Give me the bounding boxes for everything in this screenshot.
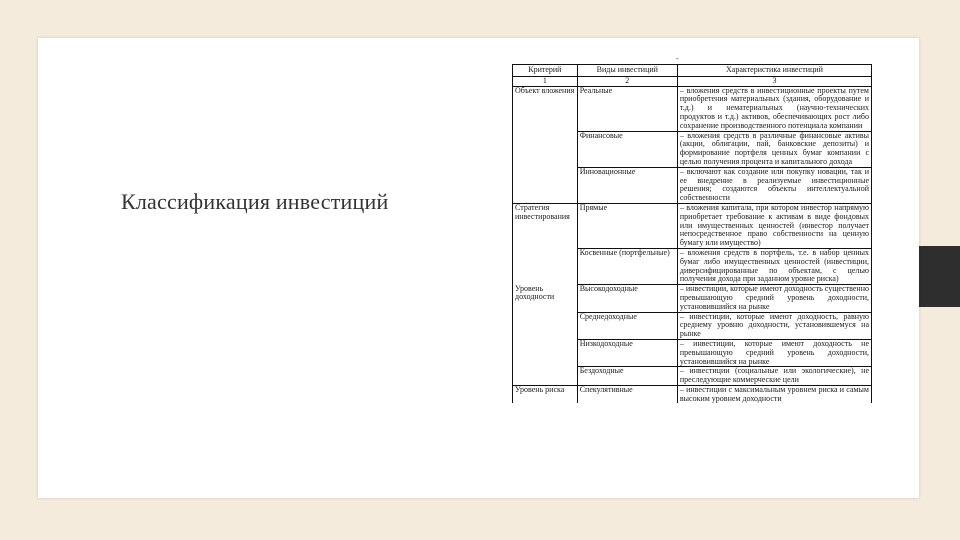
table-row — [513, 167, 872, 203]
type-cell: Высокодоходные — [577, 285, 677, 312]
criterion-cell — [513, 312, 578, 339]
column-number: 3 — [677, 76, 871, 86]
description-cell: – вложения средств в портфель, т.е. в набор ценных бумаг либо имущественных ценностей (инвестиции, диверсифицированные по объектам, с целью получения дохода при заданном уровне риска) — [677, 248, 871, 284]
criterion-cell — [513, 367, 578, 386]
table-row — [513, 339, 872, 366]
column-number: 1 — [513, 76, 578, 86]
header-types: Виды инвестиций — [577, 65, 677, 77]
description-cell: – инвестиции, которые имеют доходность, равную среднему уровню доходности, установившемуся на рынке — [677, 312, 871, 339]
type-cell: Финансовые — [577, 131, 677, 167]
table-number-row — [513, 76, 872, 86]
criterion-cell — [513, 248, 578, 284]
table-row — [513, 312, 872, 339]
criterion-cell — [513, 131, 578, 167]
description-cell: – инвестиции с максимальным уровнем риска и самым высоким уровнем доходности — [677, 385, 871, 403]
description-cell: – инвестиции, которые имеют доходность существенно превышающую средний уровень доходности, установившийся на рынке — [677, 285, 871, 312]
table-row — [513, 248, 872, 284]
slide-title: Классификация инвестиций — [121, 189, 389, 214]
criterion-cell: Стратегия инвестирования — [513, 203, 578, 248]
criterion-cell: Уровень доходности — [513, 285, 578, 312]
table-row — [513, 131, 872, 167]
description-cell: – вложения капитала, при котором инвестор напрямую приобретает требование к активам в виде фондовых или имущественных ценностей (инвестор получает непосредственное право собственности на ценную бумагу или имущество) — [677, 203, 871, 248]
table-header-row — [513, 65, 872, 77]
header-characteristic: Характеристика инвестиций — [677, 65, 871, 77]
type-cell: Инновационные — [577, 167, 677, 203]
table-row — [513, 285, 872, 312]
column-number: 2 — [577, 76, 677, 86]
table-row — [513, 86, 872, 131]
table-row — [513, 203, 872, 248]
criterion-cell — [513, 339, 578, 366]
description-cell: – инвестиции (социальные или экологические), не преследующие коммерческие цели — [677, 367, 871, 386]
description-cell: – включают как создание или покупку новации, так и ее внедрение в реализуемые инвестиционные решения; создаются объекты интеллектуальной собственности — [677, 167, 871, 203]
type-cell: Среднедоходные — [577, 312, 677, 339]
criterion-cell — [513, 167, 578, 203]
type-cell: Прямые — [577, 203, 677, 248]
table-row — [513, 367, 872, 386]
classification-table — [512, 64, 872, 403]
type-cell: Бездоходные — [577, 367, 677, 386]
criterion-cell: Уровень риска — [513, 385, 578, 403]
header-criterion: Критерий — [513, 65, 578, 77]
description-cell: – инвестиции, которые имеют доходность не превышающую средний уровень доходности, установившийся на рынке — [677, 339, 871, 366]
description-cell: – вложения средств в различные финансовые активы (акции, облигации, пай, банковские депозиты) и формирование портфеля ценных бумаг компании с целью получения процента и капитального дохода — [677, 131, 871, 167]
description-cell: – вложения средств в инвестиционные проекты путем приобретения материальных (здания, оборудование и т.д.) и нематериальных (научно-технических продуктов и т.д.) активов, обеспечивающих рост либо сохранение производственного потенциала компании — [677, 86, 871, 131]
type-cell: Косвенные (портфельные) — [577, 248, 677, 284]
type-cell: Спекулятивные — [577, 385, 677, 403]
type-cell: Реальные — [577, 86, 677, 131]
page-mark: - — [676, 54, 679, 63]
type-cell: Низкодоходные — [577, 339, 677, 366]
criterion-cell: Объект вложения — [513, 86, 578, 131]
table-row — [513, 385, 872, 403]
